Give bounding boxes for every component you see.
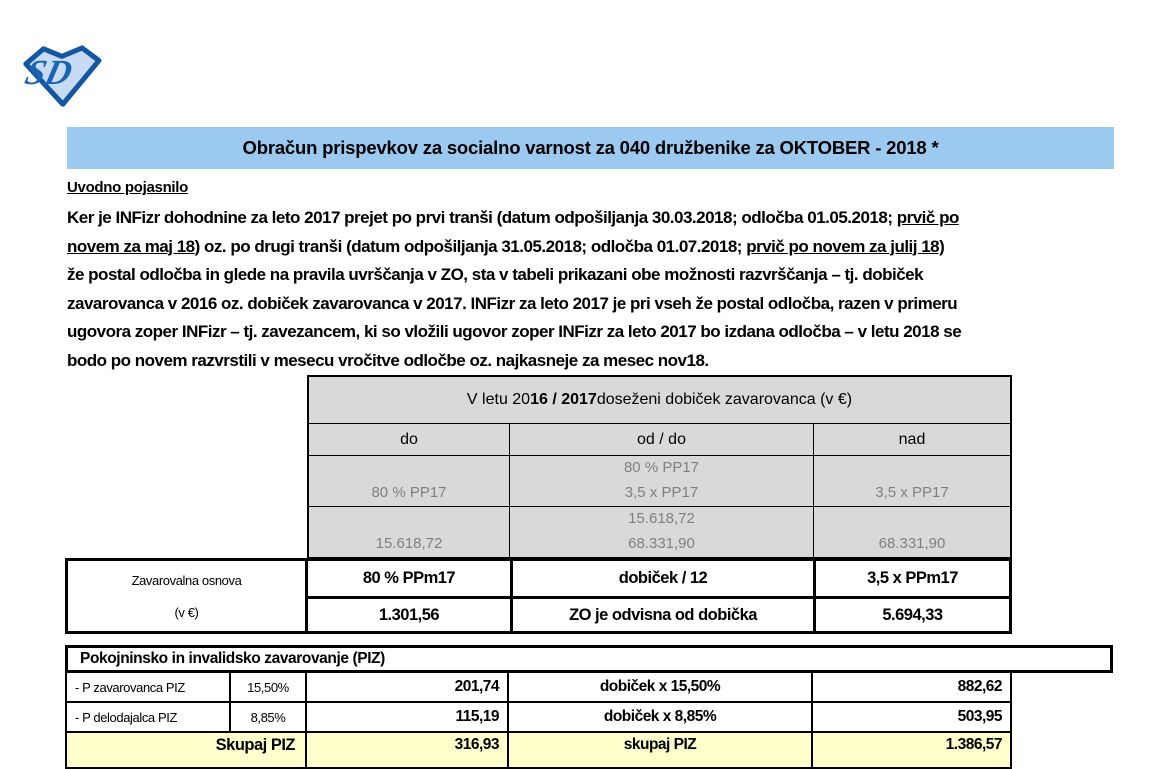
logo-letters: SD (21, 52, 77, 92)
base-label-line2: (v €) (174, 604, 199, 620)
piz-row-value2: 503,95 (957, 708, 1002, 725)
piz-row-rate: 15,50% (231, 673, 307, 701)
base-label-cell (68, 561, 308, 632)
base-amount-oddo: ZO je odvisna od dobička (510, 599, 813, 632)
piz-total-row (67, 733, 1010, 769)
piz-row-formula: dobiček x 15,50% (509, 673, 813, 701)
base-amount-do: 1.301,56 (378, 606, 440, 624)
piz-total-value: 316,93 (307, 733, 509, 767)
insurance-base-table (65, 558, 1012, 634)
threshold-row-formulas (309, 456, 1010, 507)
document-title: Obračun prispevkov za socialno varnost za 040 družbenike za OKTOBER - 2018 * (242, 137, 939, 158)
piz-section-title: Pokojninsko in invalidsko zavarovanje (PIZ) (80, 650, 385, 667)
profit-table-header-row (309, 424, 1010, 456)
cell-oddo-amount: 15.618,72 68.331,90 (510, 507, 814, 557)
col-header-nad: nad (898, 430, 926, 448)
piz-total-formula: skupaj PIZ (509, 733, 813, 767)
cell-oddo-formula: 80 % PP17 3,5 x PP17 (510, 456, 814, 506)
cell-nad-formula: 3,5 x PP17 (875, 484, 949, 501)
shield-logo-icon (20, 40, 104, 108)
base-label-line1: Zavarovalna osnova (131, 573, 242, 589)
document-title-banner (67, 127, 1114, 169)
piz-row-label: - P delodajalca PIZ (67, 703, 231, 731)
piz-row-value2: 882,62 (957, 678, 1002, 695)
base-formula-do: 80 % PPm17 (308, 561, 510, 599)
base-formula-nad: 3,5 x PPm17 (813, 561, 1009, 599)
piz-row-rate: 8,85% (231, 703, 307, 731)
piz-row-label: - P zavarovanca PIZ (67, 673, 231, 701)
cell-nad-amount: 68.331,90 (878, 535, 946, 552)
piz-total-value2: 1.386,57 (945, 736, 1002, 753)
cell-do-formula: 80 % PP17 (309, 456, 510, 506)
base-formula-oddo: dobiček / 12 (510, 561, 813, 599)
piz-total-label: Skupaj PIZ (67, 733, 307, 767)
threshold-row-amounts (309, 507, 1010, 557)
company-logo (20, 40, 104, 108)
intro-paragraph: Ker je INFizr dohodnine za leto 2017 prejet po prvi tranši (datum odpošiljanja 30.03.2018; odločba 01.05.2018; prvič po novem za maj 18) oz. po drugi tranši (datum odpošiljanja 31.05.2018; odločba 01.07.2018; prvič po novem za julij 18) že postal odločba in glede na pravila uvrščanja v ZO, sta v tabeli prikazani obe možnosti razvrščanja – tj. dobiček zavarovanca v 2016 oz. dobiček zavarovanca v 2017. INFizr za leto 2017 je pri vseh že postal odločba, razen v primeru ugovora zoper INFizr – tj. zavezancem, ki so vložili ugovor zoper INFizr za leto 2017 bo izdana odločba – v letu 2018 se bodo po novem razvrstili v mesecu vročitve odločbe oz. najkasneje za mesec nov18. (67, 208, 962, 370)
base-amount-nad: 5.694,33 (813, 599, 1009, 632)
piz-section-header (65, 645, 1113, 673)
piz-row-formula: dobiček x 8,85% (509, 703, 813, 731)
piz-row-delodajalca (67, 703, 1010, 733)
piz-row-value: 201,74 (307, 673, 509, 701)
profit-range-table (307, 375, 1012, 559)
col-header-od-do: od / do (510, 424, 814, 455)
piz-table (65, 673, 1012, 769)
piz-row-value: 115,19 (307, 703, 509, 731)
col-header-do: do (309, 424, 510, 455)
intro-heading: Uvodno pojasnilo (67, 179, 189, 196)
profit-table-title: V letu 20 16 / 2017 doseženi dobiček zavarovanca (v €) (309, 377, 1010, 424)
piz-row-zavarovanca (67, 673, 1010, 703)
cell-do-amount: 15.618,72 (309, 507, 510, 557)
